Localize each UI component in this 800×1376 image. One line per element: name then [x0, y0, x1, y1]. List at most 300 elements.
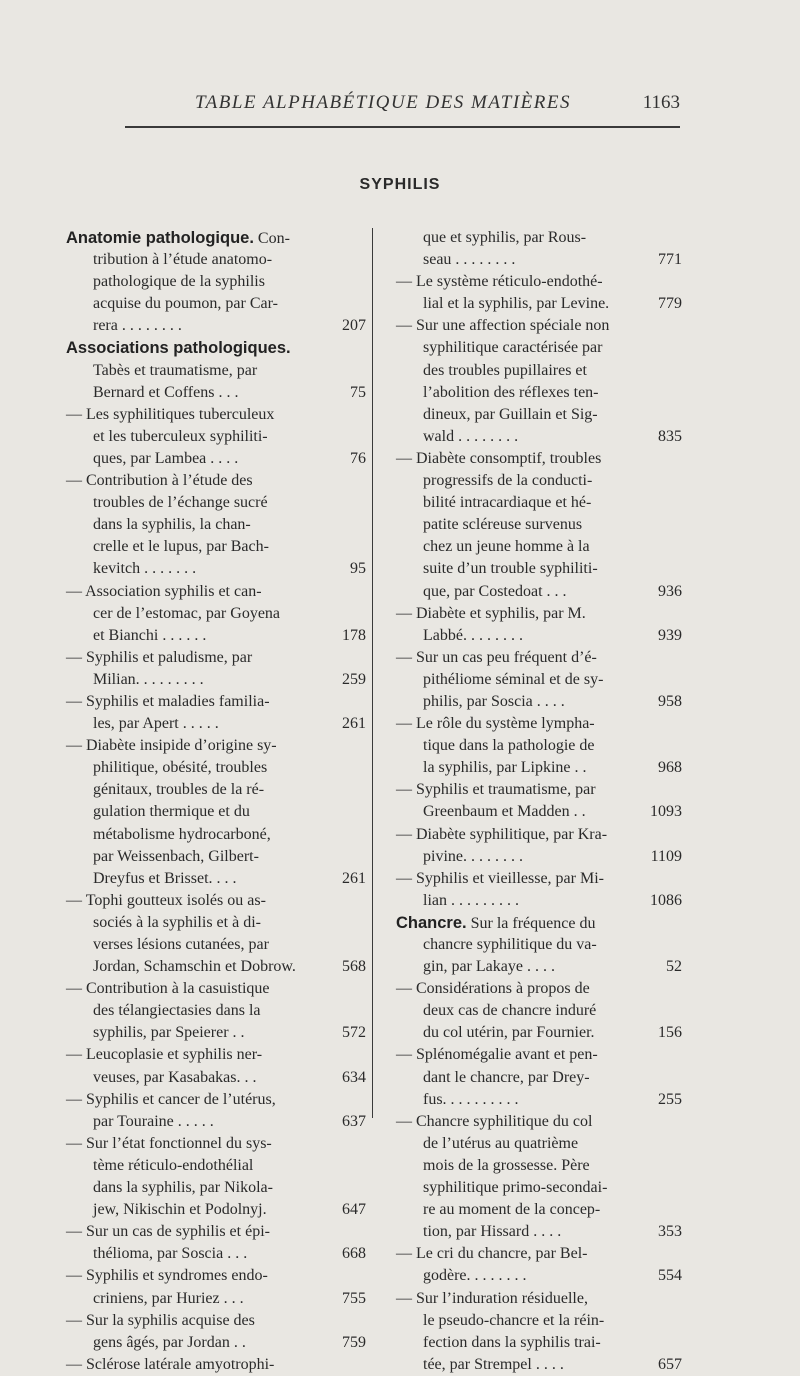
entry-text: — Considérations à propos de: [396, 980, 590, 998]
page-reference: 647: [342, 1201, 366, 1219]
index-line: [66, 1354, 364, 1376]
index-line-text: [423, 1354, 564, 1376]
index-line: [66, 912, 364, 934]
entry-text: rera . . . . . . . .: [93, 317, 182, 335]
entry-text: tribution à l’étude anatomo-: [93, 251, 273, 269]
entry-text: philitique, obésité, troubles: [93, 759, 268, 777]
entry-text: — Syphilis et maladies familia-: [66, 692, 270, 710]
entry-text: — Les syphilitiques tuberculeux: [66, 405, 275, 423]
index-line: [66, 1265, 364, 1287]
index-line: [396, 1022, 680, 1044]
index-line-text: [93, 558, 196, 580]
index-line: [396, 1044, 680, 1066]
header-rule: [125, 126, 680, 128]
entry-text: et Bianchi . . . . . .: [93, 626, 207, 644]
entry-text: Milian. . . . . . . . .: [93, 670, 204, 688]
index-line: [396, 1155, 680, 1177]
page-reference: 668: [342, 1245, 366, 1263]
entry-text: — Chancre syphilitique du col: [396, 1112, 593, 1130]
index-line: [66, 293, 364, 315]
index-line-text: [93, 1022, 245, 1044]
index-line-text: [423, 1199, 600, 1221]
index-line-text: [93, 1000, 261, 1022]
entry-text: que et syphilis, par Rous-: [423, 229, 587, 246]
index-line-text: [93, 382, 238, 404]
index-line: [396, 735, 680, 757]
entry-text: des télangiectasies dans la: [93, 1002, 261, 1020]
index-line: [396, 1133, 680, 1155]
index-line-text: [396, 1288, 588, 1310]
index-line: [396, 360, 680, 382]
entry-text: tème réticulo-endothélial: [93, 1156, 254, 1174]
entry-text: gulation thermique et du: [93, 803, 250, 821]
index-line: [396, 249, 680, 271]
index-line: [396, 470, 680, 492]
index-line-text: [423, 382, 599, 404]
index-line-text: [423, 514, 582, 536]
entry-text: veuses, par Kasabakas. . .: [93, 1068, 257, 1086]
entry-text: thélioma, par Soscia . . .: [93, 1245, 248, 1263]
index-line-text: [93, 514, 251, 536]
entry-text: wald . . . . . . . .: [423, 427, 519, 445]
entry-text: lial et la syphilis, par Levine.: [423, 295, 610, 313]
entry-text: dineux, par Guillain et Sig-: [423, 405, 598, 423]
index-line-text: [396, 1044, 598, 1066]
index-line: [66, 1133, 364, 1155]
entry-text: — Sur l’état fonctionnel du sys-: [66, 1134, 272, 1152]
page-reference: 52: [666, 958, 682, 976]
index-line: [66, 404, 364, 426]
index-line: [66, 1243, 364, 1265]
entry-text: acquise du poumon, par Car-: [93, 295, 278, 313]
index-line: [66, 448, 364, 470]
index-line: [66, 625, 364, 647]
index-line: [396, 1000, 680, 1022]
index-line: [66, 1221, 364, 1243]
index-line: [396, 315, 680, 337]
entry-text: — Diabète insipide d’origine sy-: [66, 737, 277, 755]
entry-text: criniens, par Huriez . . .: [93, 1289, 244, 1307]
entry-text: lian . . . . . . . . .: [423, 891, 519, 909]
index-line-text: [93, 846, 259, 868]
page-reference: 568: [342, 958, 366, 976]
index-line-text: [423, 669, 603, 691]
entry-text: seau . . . . . . . .: [423, 251, 516, 269]
entry-text: Labbé. . . . . . . .: [423, 626, 523, 644]
entry-text: deux cas de chancre induré: [423, 1002, 597, 1020]
index-line: [66, 337, 364, 359]
index-line: [396, 691, 680, 713]
entry-text: bilité intracardiaque et hé-: [423, 494, 592, 512]
index-line: [66, 669, 364, 691]
index-line: [66, 227, 364, 249]
entry-text: — Leucoplasie et syphilis ner-: [66, 1046, 263, 1064]
page-reference: 634: [342, 1068, 366, 1086]
entry-heading: Anatomie pathologique.: [66, 229, 254, 247]
index-line-text: [93, 956, 296, 978]
index-line-text: [423, 1221, 561, 1243]
index-line-text: [93, 757, 267, 779]
entry-text: syphilitique caractérisée par: [423, 339, 603, 357]
page-reference: 779: [658, 295, 682, 313]
entry-text: syphilitique primo-secondai-: [423, 1179, 608, 1197]
index-line: [66, 1177, 364, 1199]
index-line: [396, 1177, 680, 1199]
index-line: [396, 779, 680, 801]
index-line: [396, 227, 680, 249]
entry-text: — Le système réticulo-endothé-: [396, 273, 603, 291]
index-line-text: [423, 404, 598, 426]
entry-text: pathologique de la syphilis: [93, 273, 265, 291]
entry-text: ques, par Lambea . . . .: [93, 449, 239, 467]
index-line: [66, 647, 364, 669]
index-line: [66, 1044, 364, 1066]
index-line-text: [423, 1022, 595, 1044]
index-line-text: [396, 912, 595, 935]
page-reference: 572: [342, 1024, 366, 1042]
index-line-text: [93, 625, 206, 647]
entry-text: Greenbaum et Madden . .: [423, 803, 586, 821]
index-line-text: [423, 249, 515, 271]
page-reference: 939: [658, 626, 682, 644]
index-line: [396, 625, 680, 647]
index-line-text: [93, 315, 182, 337]
index-line-text: [396, 868, 604, 890]
index-line: [396, 536, 680, 558]
index-line-text: [423, 691, 565, 713]
index-line-text: [423, 890, 519, 912]
index-line-text: [396, 448, 601, 470]
index-line: [396, 1310, 680, 1332]
entry-text: — Syphilis et traumatisme, par: [396, 781, 596, 799]
index-line: [396, 868, 680, 890]
index-line-text: [423, 337, 602, 359]
index-line: [66, 360, 364, 382]
entry-text: verses lésions cutanées, par: [93, 936, 269, 953]
entry-text: la syphilis, par Lipkine . .: [423, 759, 587, 777]
index-line: [396, 1354, 680, 1376]
entry-text: — Sur un cas de syphilis et épi-: [66, 1223, 270, 1241]
entry-text: le pseudo-chancre et la réin-: [423, 1311, 605, 1329]
index-line: [66, 514, 364, 536]
index-line: [396, 1089, 680, 1111]
index-line: [396, 890, 680, 912]
index-line-text: [93, 1199, 267, 1221]
index-line: [396, 757, 680, 779]
index-line-text: [93, 249, 272, 271]
index-line: [396, 558, 680, 580]
index-line: [66, 581, 364, 603]
index-line-text: [423, 735, 595, 757]
index-line-text: [66, 1044, 262, 1066]
index-line: [66, 536, 364, 558]
index-line-text: [423, 1089, 519, 1111]
index-line-text: [423, 227, 586, 249]
index-line-text: [93, 1177, 273, 1199]
index-line: [396, 1288, 680, 1310]
index-line: [396, 1332, 680, 1354]
index-line: [396, 426, 680, 448]
index-line: [396, 669, 680, 691]
entry-text: philis, par Soscia . . . .: [423, 692, 565, 710]
entry-text: kevitch . . . . . . .: [93, 560, 197, 578]
index-line-text: [66, 1354, 274, 1376]
entry-text: — Contribution à la casuistique: [66, 980, 270, 998]
entry-text: tée, par Strempel . . . .: [423, 1355, 564, 1373]
index-line: [66, 1310, 364, 1332]
index-line-text: [423, 536, 590, 558]
index-line-text: [93, 293, 278, 315]
page-reference: 554: [658, 1267, 682, 1285]
index-line: [396, 293, 680, 315]
index-line-text: [396, 647, 597, 669]
index-line-text: [396, 978, 590, 1000]
index-line-text: [93, 934, 269, 956]
index-line-text: [66, 404, 274, 426]
page-reference: 259: [342, 670, 366, 688]
index-line-text: [93, 1288, 244, 1310]
entry-text: que, par Costedoat . . .: [423, 582, 567, 600]
index-line-text: [93, 801, 250, 823]
index-line-text: [66, 1221, 270, 1243]
index-line-text: [423, 1310, 604, 1332]
entry-text: mois de la grossesse. Père: [423, 1156, 590, 1174]
entry-text: pithéliome séminal et de sy-: [423, 670, 604, 688]
left-column: [66, 227, 364, 1376]
entry-text: — Sur une affection spéciale non: [396, 317, 610, 335]
index-line-text: [423, 470, 592, 492]
page-reference: 261: [342, 869, 366, 887]
index-line: [66, 735, 364, 757]
index-line-text: [423, 625, 523, 647]
index-line: [66, 1089, 364, 1111]
index-line-text: [423, 558, 598, 580]
index-line: [396, 1243, 680, 1265]
index-line-text: [66, 1310, 255, 1332]
index-line-text: [93, 603, 280, 625]
entry-text: — Le cri du chancre, par Bel-: [396, 1245, 588, 1263]
index-line: [66, 315, 364, 337]
index-line: [396, 801, 680, 823]
entry-text: chez un jeune homme à la: [423, 538, 590, 556]
index-line-text: [396, 824, 607, 846]
index-line: [66, 757, 364, 779]
section-title: SYPHILIS: [359, 176, 441, 193]
entry-text: godère. . . . . . . .: [423, 1267, 527, 1285]
entry-text: jew, Nikischin et Podolnyj.: [93, 1201, 267, 1219]
index-line-text: [66, 1133, 272, 1155]
index-line: [396, 912, 680, 934]
index-line-text: [93, 1332, 246, 1354]
index-line: [66, 1111, 364, 1133]
entry-text: — Syphilis et paludisme, par: [66, 648, 253, 666]
index-line: [396, 1221, 680, 1243]
index-line-text: [66, 691, 270, 713]
index-line-text: [66, 978, 270, 1000]
index-line: [66, 890, 364, 912]
entry-text: par Weissenbach, Gilbert-: [93, 847, 259, 865]
page-reference: 76: [350, 449, 366, 467]
index-line-text: [66, 227, 290, 250]
index-line-text: [396, 1111, 592, 1133]
index-line-text: [93, 271, 265, 293]
index-line-text: [93, 1155, 253, 1177]
entry-text: troubles de l’échange sucré: [93, 494, 268, 512]
entry-text: — Contribution à l’étude des: [66, 472, 253, 490]
entry-text: du col utérin, par Fournier.: [423, 1024, 595, 1042]
index-line-text: [423, 492, 591, 514]
entry-text: des troubles pupillaires et: [423, 361, 587, 379]
page-reference: 1086: [650, 891, 682, 909]
index-line: [396, 824, 680, 846]
index-line: [66, 1155, 364, 1177]
entry-text: progressifs de la conducti-: [423, 472, 593, 490]
page-reference: 958: [658, 692, 682, 710]
index-line: [66, 713, 364, 735]
index-line: [66, 558, 364, 580]
entry-text: fection dans la syphilis trai-: [423, 1333, 601, 1351]
index-line: [396, 337, 680, 359]
index-line-text: [423, 801, 586, 823]
index-line-text: [93, 824, 271, 846]
index-line-text: [93, 360, 257, 382]
entry-text: dans la syphilis, la chan-: [93, 516, 251, 534]
index-line-text: [93, 868, 237, 890]
index-line-text: [93, 1243, 247, 1265]
entry-text: suite d’un trouble syphiliti-: [423, 560, 598, 578]
entry-text: — Tophi goutteux isolés ou as-: [66, 891, 266, 909]
entry-text: métabolisme hydrocarboné,: [93, 825, 271, 843]
index-line-text: [423, 956, 555, 978]
index-line: [66, 1288, 364, 1310]
entry-text: patite scléreuse survenus: [423, 516, 583, 534]
index-line-text: [423, 1067, 590, 1089]
index-line-text: [93, 713, 219, 735]
index-line-text: [423, 426, 518, 448]
entry-text: — Le rôle du système lympha-: [396, 715, 595, 733]
index-line-text: [396, 713, 595, 735]
index-line-text: [93, 426, 268, 448]
index-line-text: [396, 1243, 587, 1265]
entry-text: syphilis, par Speierer . .: [93, 1024, 245, 1042]
entry-text: tique dans la pathologie de: [423, 737, 595, 755]
entry-text: — Diabète et syphilis, par M.: [396, 604, 586, 622]
index-line: [396, 846, 680, 868]
index-line: [396, 603, 680, 625]
index-line-text: [93, 536, 269, 558]
index-line: [396, 934, 680, 956]
index-line: [66, 934, 364, 956]
entry-heading: Associations pathologiques.: [66, 339, 291, 358]
entry-text: et les tuberculeux syphiliti-: [93, 427, 268, 445]
index-line: [396, 647, 680, 669]
entry-text: dans la syphilis, par Nikola-: [93, 1179, 273, 1197]
index-line-text: [66, 1089, 276, 1111]
index-line: [396, 382, 680, 404]
index-line-text: [66, 581, 262, 603]
page-reference: 759: [342, 1333, 366, 1351]
index-line: [66, 868, 364, 890]
page-reference: 936: [658, 582, 682, 600]
index-line: [66, 846, 364, 868]
entry-text: — Sur un cas peu fréquent d’é-: [396, 648, 597, 666]
page-reference: 75: [350, 383, 366, 401]
entry-text: — Diabète consomptif, troubles: [396, 449, 602, 467]
entry-text: dant le chancre, par Drey-: [423, 1068, 590, 1086]
index-line: [66, 978, 364, 1000]
entry-text: Jordan, Schamschin et Dobrow.: [93, 958, 296, 976]
page-reference: 771: [658, 251, 682, 269]
index-line-text: [93, 1111, 214, 1133]
index-line: [396, 1199, 680, 1221]
entry-heading: Chancre.: [396, 913, 467, 932]
entry-text: — Syphilis et cancer de l’utérus,: [66, 1090, 276, 1108]
column-divider: [372, 228, 373, 1118]
entry-text: gin, par Lakaye . . . .: [423, 958, 555, 976]
entry-text: l’abolition des réflexes ten-: [423, 383, 599, 401]
entry-text: re au moment de la concep-: [423, 1201, 601, 1219]
entry-text: — Syphilis et syndromes endo-: [66, 1267, 268, 1285]
index-line-text: [423, 360, 587, 382]
page-reference: 95: [350, 560, 366, 578]
index-line-text: [423, 1155, 590, 1177]
index-line: [66, 956, 364, 978]
index-line: [66, 1332, 364, 1354]
index-line-text: [66, 1265, 268, 1287]
index-line: [396, 956, 680, 978]
index-line: [66, 1022, 364, 1044]
page-reference: 178: [342, 626, 366, 644]
index-line: [396, 404, 680, 426]
index-line-text: [93, 669, 204, 691]
index-line-text: [93, 492, 268, 514]
index-line: [66, 801, 364, 823]
index-line: [66, 1199, 364, 1221]
entry-text: tion, par Hissard . . . .: [423, 1223, 562, 1241]
index-line: [66, 249, 364, 271]
index-line-text: [66, 337, 291, 360]
page-reference: 968: [658, 759, 682, 777]
entry-text: Con-: [253, 230, 290, 247]
index-line: [396, 1067, 680, 1089]
entry-text: — Association syphilis et can-: [66, 582, 262, 600]
index-line: [66, 470, 364, 492]
entry-text: — Sur la syphilis acquise des: [66, 1311, 255, 1329]
entry-text: gens âgés, par Jordan . .: [93, 1333, 246, 1351]
entry-text: — Sclérose latérale amyotrophi-: [66, 1355, 275, 1373]
entry-text: par Touraine . . . . .: [93, 1112, 214, 1130]
index-line-text: [93, 779, 264, 801]
index-line-text: [423, 1133, 578, 1155]
index-line-text: [93, 448, 238, 470]
index-line-text: [423, 1000, 596, 1022]
index-line-text: [66, 647, 252, 669]
index-line: [396, 514, 680, 536]
index-line: [66, 779, 364, 801]
page-reference: 755: [342, 1289, 366, 1307]
index-line-text: [66, 890, 266, 912]
page-reference: 156: [658, 1024, 682, 1042]
entry-text: Sur la fréquence du: [466, 914, 596, 932]
running-head: TABLE ALPHABÉTIQUE DES MATIÈRES: [195, 92, 571, 113]
index-line: [66, 824, 364, 846]
entry-text: Dreyfus et Brisset. . . .: [93, 869, 237, 887]
index-line: [396, 1111, 680, 1133]
index-line-text: [396, 315, 609, 337]
entry-text: — Sur l’induration résiduelle,: [396, 1289, 588, 1307]
index-line-text: [423, 581, 567, 603]
index-line-text: [66, 470, 253, 492]
